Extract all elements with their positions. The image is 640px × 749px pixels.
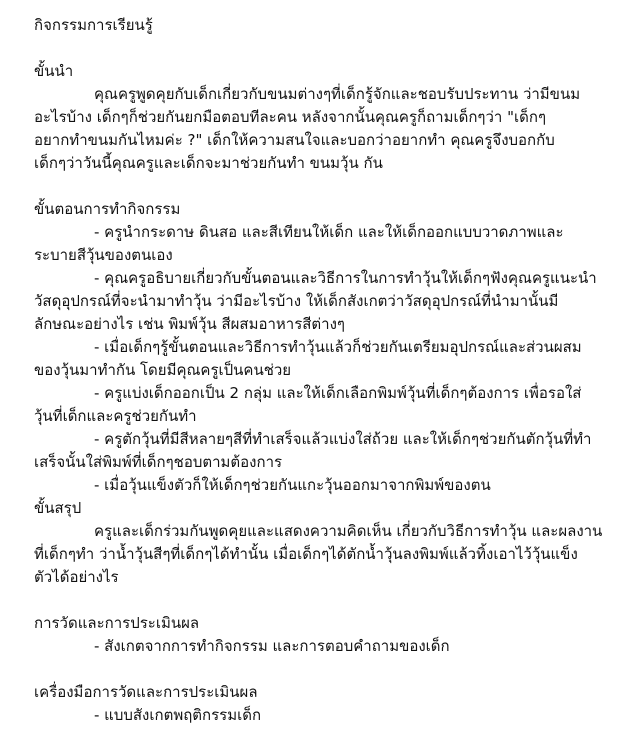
summary-line: ที่เด็กๆทำ ว่าน้ำวุ้นสีๆที่เด็กๆได้ทำนั้น เมื่อเด็กๆได้ตักน้ำวุ้นลงพิมพ์แล้วทิ้งเอาไว้วุ้นแข็ง [34,545,578,563]
step-item-continued: เสร็จนั้นใส่พิมพ์ที่เด็กๆชอบตามต้องการ [34,453,283,471]
summary-section [34,497,628,589]
intro-section [34,60,628,175]
spacer [34,175,628,198]
tools-heading: เครื่องมือการวัดและการประเมินผล [34,683,258,701]
step-item-continued: ของวุ้นมาทำกัน โดยมีคุณครูเป็นคนช่วย [34,361,292,379]
assessment-heading: การวัดและการประเมินผล [34,614,200,632]
intro-line: คุณครูพูดคุยกับเด็กเกี่ยวกับขนมต่างๆที่เด็กรู้จักและชอบรับประทาน ว่ามีขนม [94,85,581,103]
step-item: - ครูนำกระดาษ ดินสอ และสีเทียนให้เด็ก และให้เด็กออกแบบวาดภาพและ [94,223,564,241]
step-item: - ครูแบ่งเด็กออกเป็น 2 กลุ่ม และให้เด็กเลือกพิมพ์วุ้นที่เด็กๆต้องการ เพื่อรอใส่ [94,384,582,402]
step-item: - เมื่อเด็กๆรู้ขั้นตอนและวิธีการทำวุ้นแล้วก็ช่วยกันเตรียมอุปกรณ์และส่วนผสม [94,338,582,356]
tools-item: - แบบสังเกตพฤติกรรมเด็ก [94,706,262,724]
document-title: กิจกรรมการเรียนรู้ [34,16,153,34]
step-item-continued: ลักษณะอย่างไร เช่น พิมพ์วุ้น สีผสมอาหารสีต่างๆ [34,315,345,333]
intro-line: อยากทำขนมกันไหมค่ะ ?" เด็กให้ความสนใจและบอกว่าอยากทำ คุณครูจึงบอกกับ [34,131,555,149]
step-item-continued: วุ้นที่เด็กและครูช่วยกันทำ [34,407,197,425]
step-item-continued: วัสดุอุปกรณ์ที่จะนำมาทำวุ้น ว่ามีอะไรบ้าง ให้เด็กสังเกตว่าวัสดุอุปกรณ์ที่นำมานั้นมี [34,292,559,310]
intro-heading: ขั้นนำ [34,62,74,80]
steps-section [34,198,628,497]
summary-line: ครูและเด็กร่วมกันพูดคุยและแสดงความคิดเห็น เกี่ยวกับวิธีการทำวุ้น และผลงาน [94,522,603,540]
assessment-section [34,612,628,658]
tools-section [34,681,628,727]
step-item: - คุณครูอธิบายเกี่ยวกับขั้นตอนและวิธีการในการทำวุ้นให้เด็กๆฟังคุณครูแนะนำ [94,269,597,287]
intro-line: เด็กๆว่าวันนี้คุณครูและเด็กจะมาช่วยกันทำ ขนมวุ้น กัน [34,154,383,172]
steps-heading: ขั้นตอนการทำกิจกรรม [34,200,181,218]
assessment-item: - สังเกตจากการทำกิจกรรม และการตอบคำถามของเด็ก [94,637,450,655]
spacer [34,589,628,612]
summary-heading: ขั้นสรุป [34,499,82,517]
spacer [34,658,628,681]
step-item-continued: ระบายสีวุ้นของตนเอง [34,246,173,264]
step-item: - เมื่อวุ้นแข็งตัวก็ให้เด็กๆช่วยกันแกะวุ้นออกมาจากพิมพ์ของตน [94,476,491,494]
intro-line: อะไรบ้าง เด็กๆก็ช่วยกันยกมือตอบทีละคน หลังจากนั้นคุณครูก็ถามเด็กๆว่า "เด็กๆ [34,108,546,126]
summary-line: ตัวได้อย่างไร [34,568,119,586]
step-item: - ครูตักวุ้นที่มีสีหลายๆสีที่ทำเสร็จแล้วแบ่งใส่ถ้วย และให้เด็กๆช่วยกันตักวุ้นที่ทำ [94,430,592,448]
